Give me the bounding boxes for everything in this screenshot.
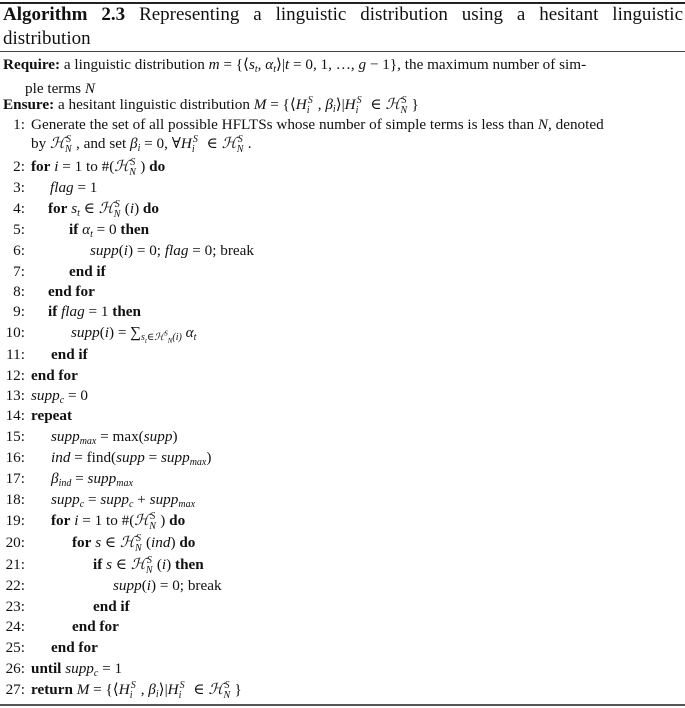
require-line [3, 55, 683, 98]
line-22: 22: supp(i) = 0; break [5, 577, 222, 594]
line-9: 9: if flag = 1 then [13, 303, 141, 320]
line-3: 3: flag = 1 [13, 179, 98, 196]
line-6: 6: supp(i) = 0; flag = 0; break [13, 242, 254, 259]
line-12: 12: end for [5, 367, 78, 384]
line-24: 24: end for [5, 618, 119, 635]
line-27: 27: return M = {⟨H S i , $\beta_i⟩|H$ S i ∈ ℋ S N } [5, 680, 242, 701]
algorithm-caption [3, 3, 683, 51]
require-label: Require: [3, 56, 61, 73]
caption-rule [0, 51, 685, 52]
line-8: 8: end for [13, 283, 95, 300]
line-20: 20: for s ∈ ℋ S N (ind) do [5, 533, 196, 554]
bottom-rule [0, 704, 685, 706]
line-17: 17: $\beta_{ind}$ = supp$_{max}$ [5, 470, 133, 489]
line-25: 25: end for [5, 639, 98, 656]
require-text: a linguistic distribution $m = \{⟨s_t$, $\alpha_t⟩|t = 0$, 1, …, g − 1}, the maximum number of sim- ple terms N [25, 56, 587, 97]
line-23: 23: end if [5, 598, 130, 615]
line-19: 19: for i = 1 to #(ℋ S N ) do [5, 511, 186, 532]
line-21: 21: if s ∈ ℋ S N (i) then [5, 555, 204, 576]
ensure-label: Ensure: [3, 96, 55, 113]
line-7: 7: end if [13, 263, 106, 280]
line-2: 2: for i = 1 to #(ℋ S N ) do [13, 157, 166, 178]
line-11: 11: end if [6, 346, 88, 363]
line-16: 16: ind = find(supp = supp$_{max}$) [5, 449, 212, 468]
line-5: 5: if $\alpha_t = 0$ then [13, 221, 150, 240]
line-18: 18: supp$_c$ = supp$_c$ + supp$_{max}$ [5, 491, 196, 510]
line-1: 1: Generate the set of all possible HFLTSs whose number of simple terms is less than N, denoted by ℋ S N , and set $\beta_i = 0$, ∀H S i ∈ ℋ S N . [13, 116, 604, 155]
line-10: 10: supp(i) = $\sum_{s_t\in ℋ^S_N(i)}$ $\alpha_t$ [5, 324, 197, 345]
line-26: 26: until supp$_c$ = 1 [5, 660, 123, 679]
line-13: 13: supp$_c$ = 0 [5, 387, 88, 406]
algorithm-title: Representing a linguistic distribution using a hesitant linguistic distribution [3, 4, 684, 49]
line-4: 4: for $s_t$ ∈ ℋ S N (i) do [13, 199, 159, 220]
ensure-text: a hesitant linguistic distribution M = {⟨H S i , $\beta_i⟩|H$ S i ∈ ℋ S N } [58, 95, 419, 116]
line-14: 14: repeat [5, 407, 73, 424]
line-15: 15: supp$_{max}$ = max(supp) [5, 428, 178, 447]
algorithm-label: Algorithm 2.3 [3, 4, 126, 25]
